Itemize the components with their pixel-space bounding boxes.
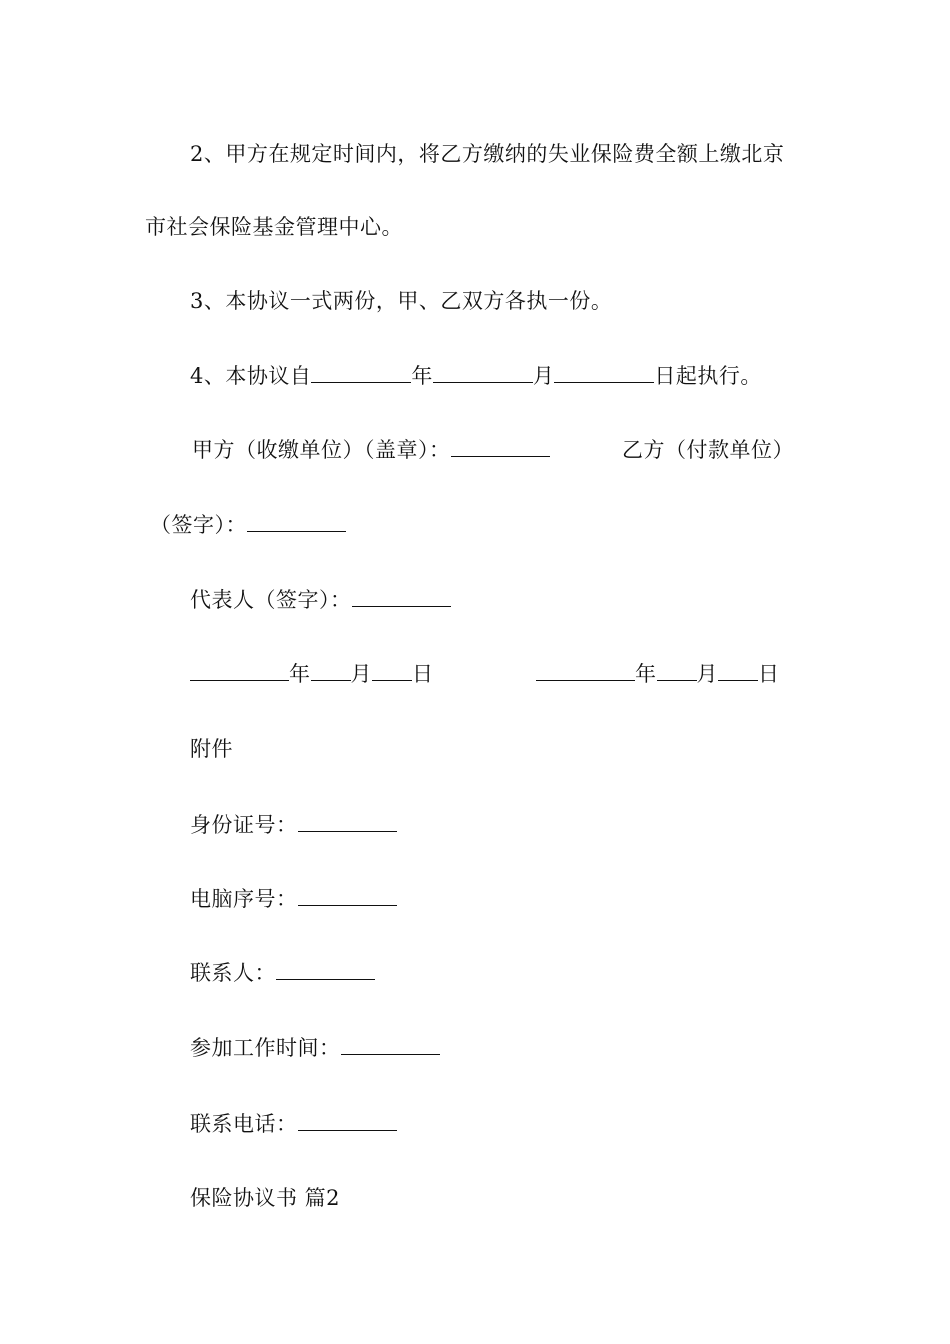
date-row-left	[190, 660, 434, 688]
id-number-label: 身份证号：	[190, 813, 298, 837]
id-number-field	[190, 811, 397, 839]
contact-field	[190, 959, 375, 987]
contact-blank	[276, 959, 375, 980]
date-left-month: 月	[350, 662, 372, 686]
work-start-field	[190, 1034, 440, 1062]
date-right-year: 年	[635, 662, 657, 686]
phone-blank	[298, 1110, 397, 1131]
clause-4-month: 月	[532, 364, 555, 388]
party-b-signature	[150, 511, 346, 539]
clause-2-line-2: 市社会保险基金管理中心。	[145, 215, 403, 239]
phone-field	[190, 1110, 397, 1138]
start-year-blank	[311, 362, 411, 383]
contact-label: 联系人：	[190, 961, 276, 985]
party-b-label: 乙方（付款单位）	[622, 438, 794, 462]
date-right-year-blank	[536, 660, 635, 681]
start-month-blank	[433, 362, 533, 383]
clause-2-line-1: 2、甲方在规定时间内，将乙方缴纳的失业保险费全额上缴北京	[190, 142, 785, 166]
date-left-day-blank	[372, 660, 412, 681]
computer-number-label: 电脑序号：	[190, 887, 298, 911]
start-day-blank	[554, 362, 654, 383]
id-number-blank	[298, 811, 397, 832]
representative-label: 代表人（签字）：	[190, 588, 352, 612]
work-start-label: 参加工作时间：	[190, 1036, 341, 1060]
party-b-blank	[247, 511, 346, 532]
date-right-day: 日	[758, 662, 780, 686]
date-right-month-blank	[657, 660, 697, 681]
date-left-month-blank	[311, 660, 351, 681]
computer-number-field	[190, 885, 397, 913]
clause-4-year: 年	[411, 364, 433, 388]
clause-4	[190, 362, 762, 390]
party-b-sign-label: （签字）：	[150, 513, 247, 537]
representative-blank	[352, 586, 451, 607]
date-right-month: 月	[696, 662, 718, 686]
work-start-blank	[341, 1034, 440, 1055]
attachment-title: 附件	[190, 737, 233, 761]
phone-label: 联系电话：	[190, 1112, 298, 1136]
party-a-label: 甲方（收缴单位）（盖章）：	[192, 438, 451, 462]
clause-4-prefix: 4、本协议自	[190, 364, 312, 388]
representative-signature	[190, 586, 451, 614]
party-a-blank	[451, 436, 550, 457]
party-a-signature	[192, 436, 550, 464]
date-left-day: 日	[412, 662, 434, 686]
clause-4-suffix: 日起执行。	[654, 364, 762, 388]
next-section-title: 保险协议书 篇2	[190, 1186, 341, 1210]
date-left-year-blank	[190, 660, 289, 681]
clause-3: 3、本协议一式两份，甲、乙双方各执一份。	[190, 289, 613, 313]
computer-number-blank	[298, 885, 397, 906]
date-right-day-blank	[718, 660, 758, 681]
date-left-year: 年	[289, 662, 311, 686]
date-row-right	[536, 660, 780, 688]
